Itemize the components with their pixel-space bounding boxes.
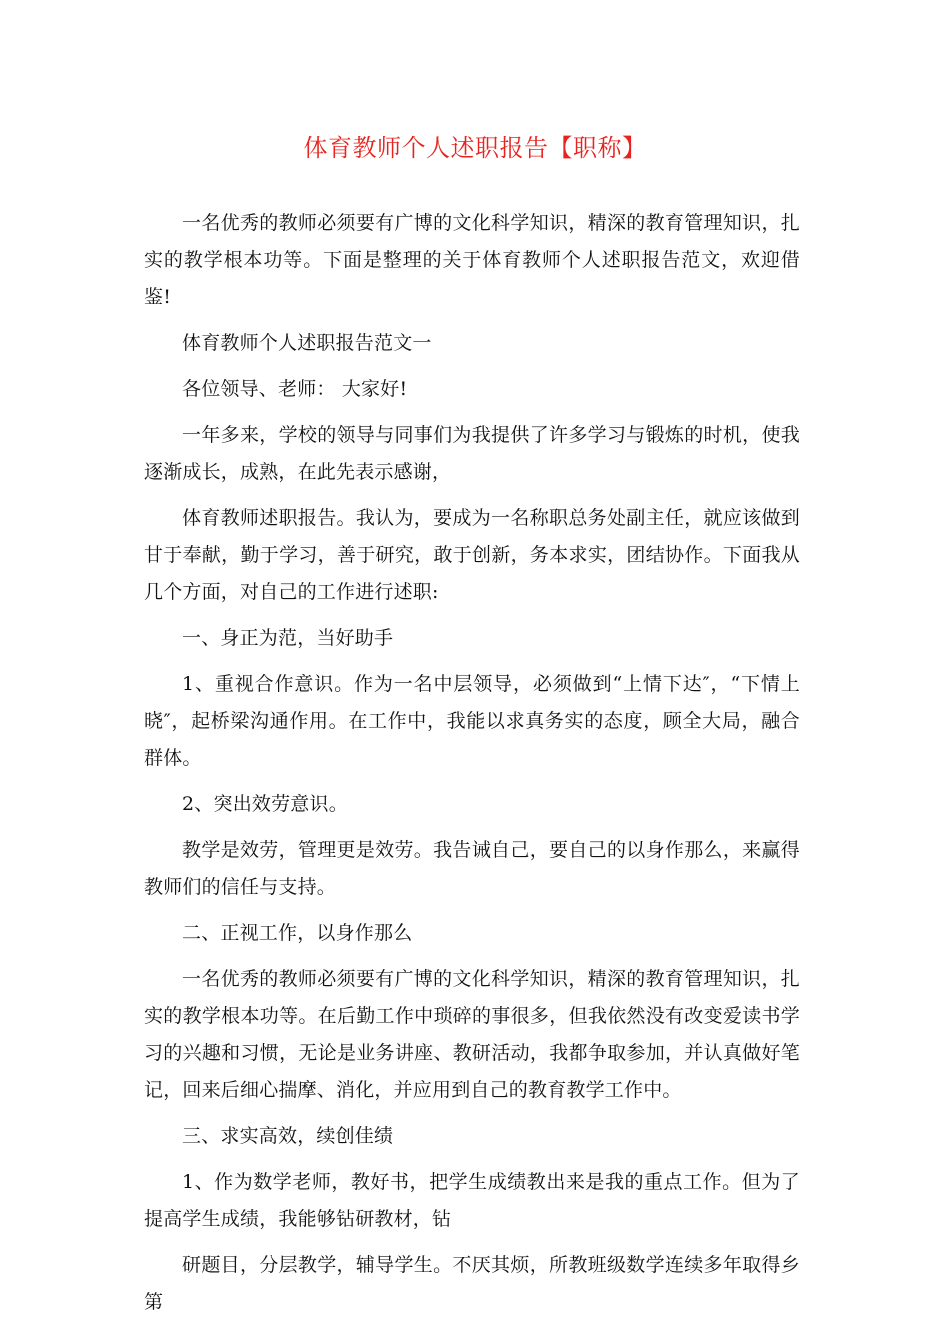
section-heading: 一、身正为范，当好助手: [182, 627, 394, 649]
document-title: 体育教师个人述职报告【职称】: [303, 134, 647, 162]
section-heading: 二、正视工作，以身作那么: [182, 922, 413, 944]
paragraph: 教学是效劳，管理更是效劳。我告诫自己，要自己的以身作那么，来赢得教师们的信任与支持。: [144, 839, 800, 898]
paragraph: 各位领导、老师： 大家好!: [182, 378, 408, 400]
paragraph: 一年多来，学校的领导与同事们为我提供了许多学习与锻炼的时机，使我逐渐成长，成熟，在此先表示感谢，: [144, 424, 800, 483]
paragraph: 研题目，分层教学，辅导学生。不厌其烦，所教班级数学连续多年取得乡第: [144, 1254, 800, 1313]
paragraph: 体育教师述职报告。我认为，要成为一名称职总务处副主任，就应该做到甘于奉献，勤于学习，善于研究，敢于创新，务本求实，团结协作。下面我从几个方面，对自己的工作进行述职:: [144, 507, 800, 603]
document-body: [144, 205, 800, 1330]
paragraph: 2、突出效劳意识。: [182, 793, 348, 815]
paragraph: 体育教师个人述职报告范文一: [182, 332, 432, 354]
paragraph: 一名优秀的教师必须要有广博的文化科学知识，精深的教育管理知识，扎实的教学根本功等。在后勤工作中琐碎的事很多，但我依然没有改变爱读书学习的兴趣和习惯，无论是业务讲座、教研活动，我都争取参加，并认真做好笔记，回来后细心揣摩、消化，并应用到自己的教育教学工作中。: [144, 968, 800, 1101]
paragraph: 1、重视合作意识。作为一名中层领导，必须做到“上情下达″，“下情上晓″，起桥梁沟通作用。在工作中，我能以求真务实的态度，顾全大局，融合群体。: [144, 673, 800, 769]
paragraph: 1、作为数学老师，教好书，把学生成绩教出来是我的重点工作。但为了提高学生成绩，我能够钻研教材，钻: [144, 1171, 800, 1230]
paragraph: 一名优秀的教师必须要有广博的文化科学知识，精深的教育管理知识，扎实的教学根本功等。下面是整理的关于体育教师个人述职报告范文，欢迎借鉴!: [144, 212, 800, 308]
section-heading: 三、求实高效，续创佳绩: [182, 1125, 394, 1147]
